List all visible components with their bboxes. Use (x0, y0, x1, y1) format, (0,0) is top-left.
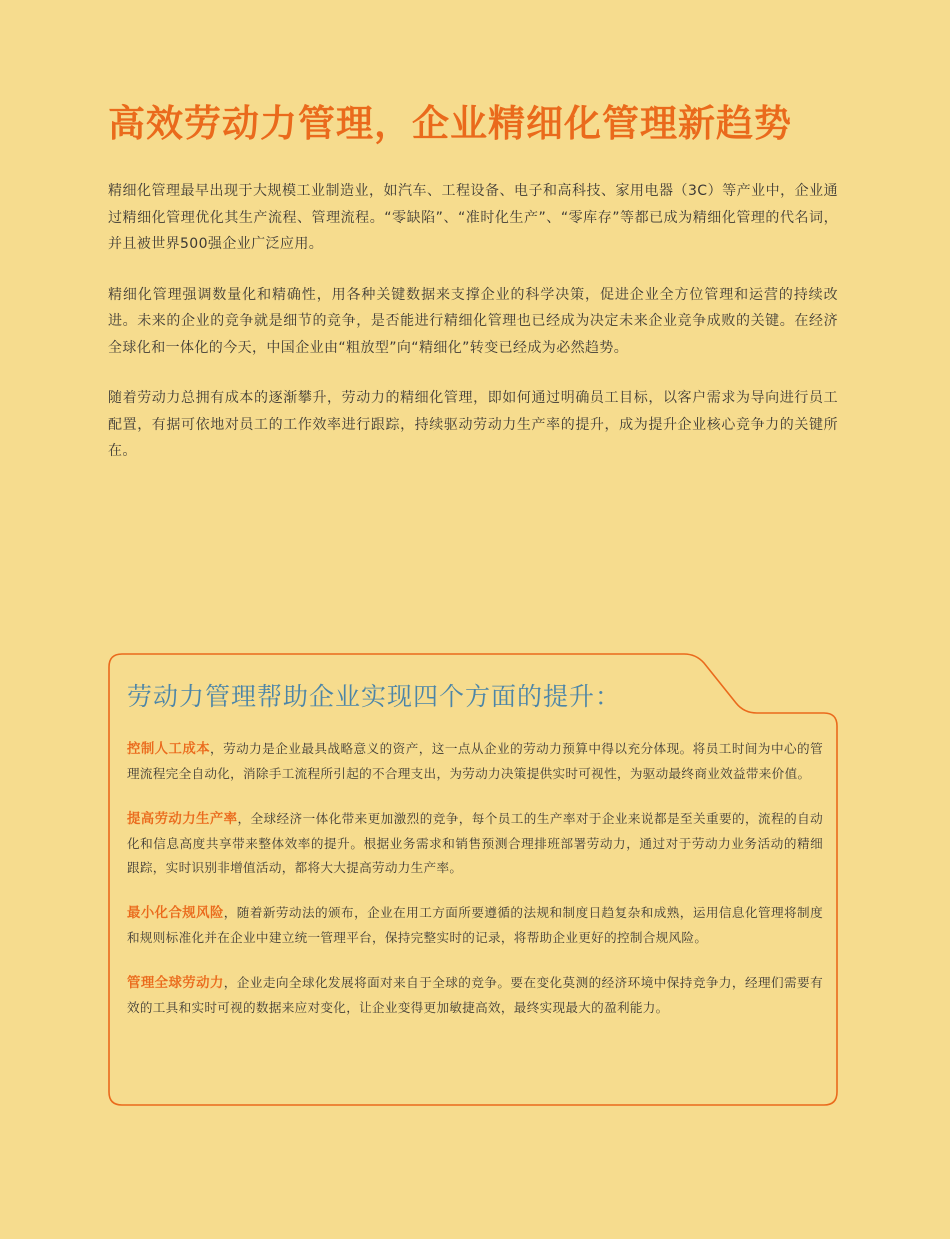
benefit-item-productivity (127, 807, 823, 880)
benefits-box (108, 653, 838, 1106)
intro-paragraph: 精细化管理最早出现于大规模工业制造业，如汽车、工程设备、电子和高科技、家用电器（3C）等产业中，企业通过精细化管理优化其生产流程、管理流程。“零缺陷”、“准时化生产”、“零库存”等都已成为精细化管理的代名词，并且被世界500强企业广泛应用。 (108, 183, 838, 252)
intro-section (108, 178, 838, 489)
page-title: 高效劳动力管理，企业精细化管理新趋势 (108, 101, 792, 145)
benefit-label: 最小化合规风险 (127, 906, 224, 921)
benefit-item-global (127, 971, 823, 1020)
benefit-text: ，随着新劳动法的颁布，企业在用工方面所要遵循的法规和制度日趋复杂和成熟，运用信息化管理将制度和规则标准化并在企业中建立统一管理平台，保持完整实时的记录，将帮助企业更好的控制合规风险。 (127, 905, 823, 945)
benefit-item-compliance (127, 901, 823, 950)
benefit-label: 控制人工成本 (127, 742, 211, 757)
intro-paragraph: 随着劳动力总拥有成本的逐渐攀升，劳动力的精细化管理，即如何通过明确员工目标，以客户需求为导向进行员工配置，有据可依地对员工的工作效率进行跟踪，持续驱动劳动力生产率的提升，成为提升企业核心竞争力的关键所在。 (108, 390, 838, 459)
benefit-text: ，劳动力是企业最具战略意义的资产，这一点从企业的劳动力预算中得以充分体现。将员工时间为中心的管理流程完全自动化，消除手工流程所引起的不合理支出，为劳动力决策提供实时可视性，为驱动最终商业效益带来价值。 (127, 741, 823, 781)
box-title: 劳动力管理帮助企业实现四个方面的提升： (127, 682, 622, 711)
benefit-list (127, 737, 823, 1041)
benefit-label: 提高劳动力生产率 (127, 812, 238, 827)
benefit-label: 管理全球劳动力 (127, 976, 224, 991)
benefit-item-cost (127, 737, 823, 786)
benefit-text: ，全球经济一体化带来更加激烈的竞争，每个员工的生产率对于企业来说都是至关重要的，流程的自动化和信息高度共享带来整体效率的提升。根据业务需求和销售预测合理排班部署劳动力，通过对于劳动力业务活动的精细跟踪，实时识别非增值活动，都将大大提高劳动力生产率。 (127, 811, 824, 875)
benefit-text: ，企业走向全球化发展将面对来自于全球的竞争。要在变化莫测的经济环境中保持竞争力，经理们需要有效的工具和实时可视的数据来应对变化，让企业变得更加敏捷高效，最终实现最大的盈利能力。 (127, 975, 823, 1015)
intro-paragraph: 精细化管理强调数量化和精确性，用各种关键数据来支撑企业的科学决策，促进企业全方位管理和运营的持续改进。未来的企业的竞争就是细节的竞争，是否能进行精细化管理也已经成为决定未来企业竞争成败的关键。在经济全球化和一体化的今天，中国企业由“粗放型”向“精细化”转变已经成为必然趋势。 (108, 286, 838, 356)
